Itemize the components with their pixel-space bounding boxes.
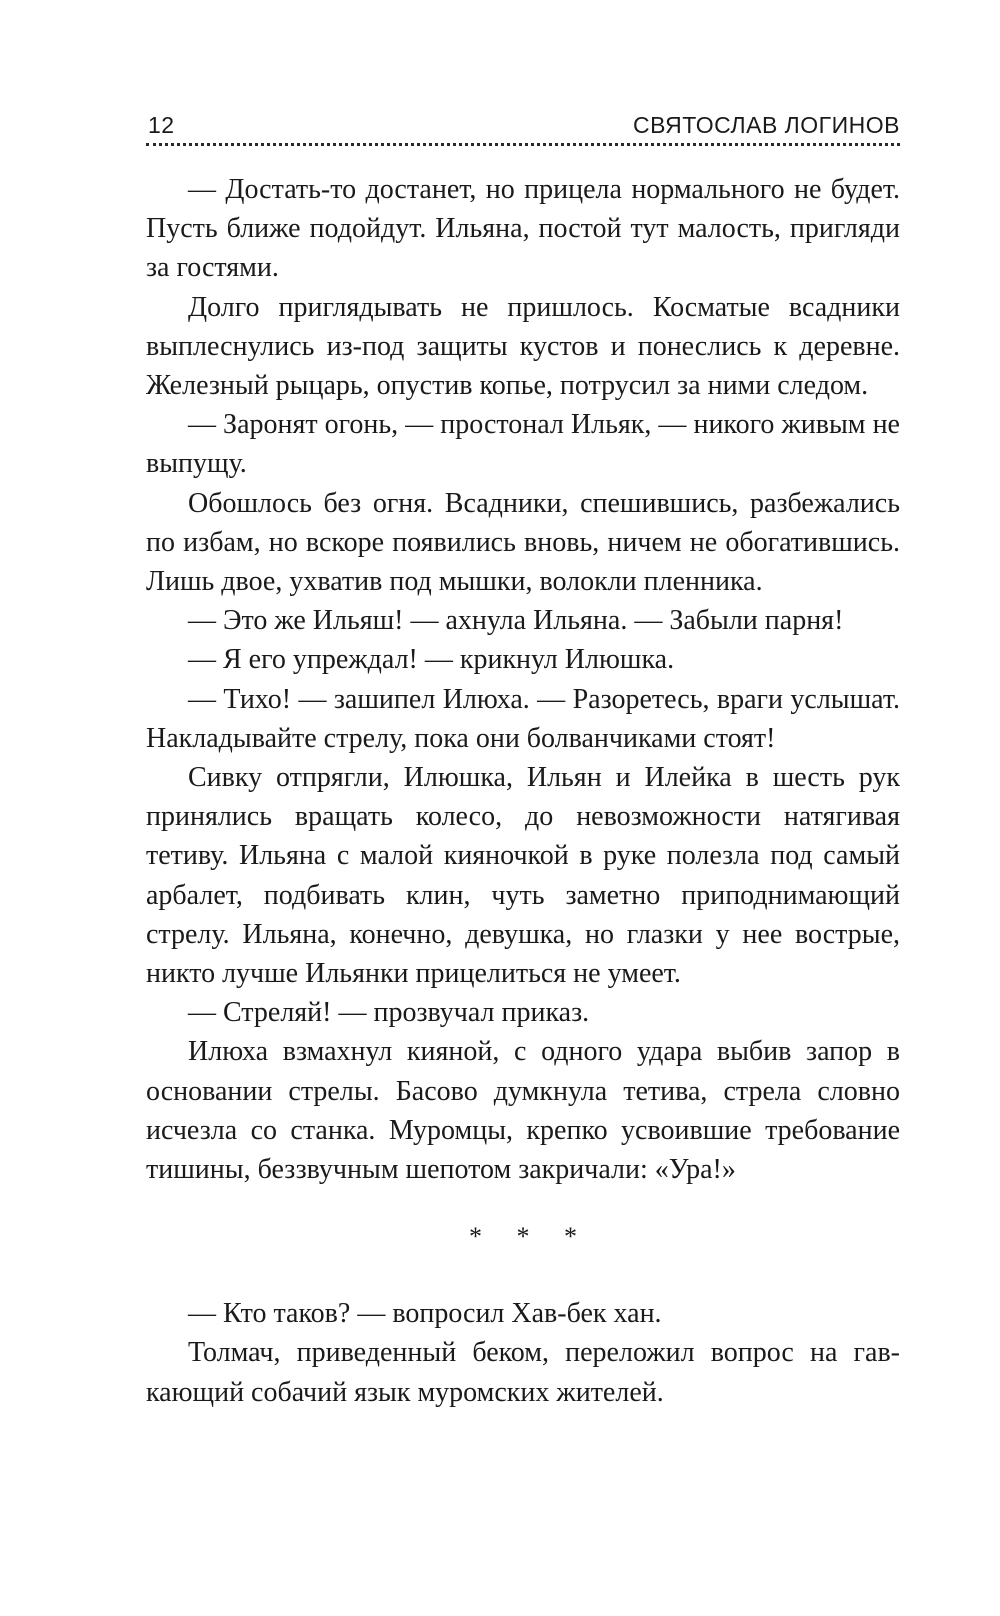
header-dotted-rule — [146, 143, 900, 146]
author-name: СВЯТОСЛАВ ЛОГИНОВ — [632, 112, 900, 138]
page-number: 12 — [148, 112, 175, 138]
running-head — [146, 108, 900, 142]
paragraph: Толмач, приведенный беком, переложил вопрос на гавкающий собачий язык муромских жителей. — [146, 1337, 900, 1408]
paragraph: — Достать-то достанет, но прицела нормального не будет. Пусть ближе подойдут. Ильяна, постой тут малость, пригляди за гостями. — [146, 174, 900, 284]
paragraph: — Заронят огонь, — простонал Ильяк, — никого живым не выпущу. — [146, 409, 900, 480]
paragraph: — Я его упреждал! — крикнул Илюшка. — [188, 644, 675, 676]
paragraph: — Кто таков? — вопросил Хав-бек хан. — [188, 1298, 662, 1330]
paragraph: — Стреляй! — прозвучал приказ. — [188, 997, 590, 1029]
section-break-asterisks: * * * — [469, 1222, 591, 1252]
body-text — [146, 170, 900, 1412]
paragraph: — Это же Ильяш! — ахнула Ильяна. — Забыли парня! — [188, 605, 844, 637]
paragraph: Долго приглядывать не пришлось. Косматые всадники выплеснулись из-под защиты кустов и понеслись к деревне. Железный рыцарь, опустив копье, потрусил за ними следом. — [146, 291, 900, 402]
paragraph: Обошлось без огня. Всадники, спешившись, разбежались по избам, но вскоре появились вновь, ничем не обогатившись. Лишь двое, ухватив под мышки, волокли пленника. — [146, 487, 900, 598]
paragraph: Сивку отпрягли, Илюшка, Ильян и Илейка в шесть рук принялись вращать колесо, до невозможности натягивая тетиву. Ильяна с малой кияночкой в руке полезла под самый арбалет, подбивать клин, чуть заметно приподнимающий стрелу. Ильяна, конечно, девушка, но глазки у нее вострые, никто лучше Ильянки прицелиться не умеет. — [146, 762, 900, 990]
paragraph: — Тихо! — зашипел Илюха. — Разоретесь, враги услышат. Накладывайте стрелу, пока они болванчиками стоят! — [146, 683, 900, 754]
paragraph: Илюха взмахнул кияной, с одного удара выбив запор в основании стрелы. Басово думкнула тетива, стрела словно исчезла со станка. Муромцы, крепко усвоившие требование тишины, беззвучным шепотом закричали: «Ура!» — [146, 1036, 900, 1186]
